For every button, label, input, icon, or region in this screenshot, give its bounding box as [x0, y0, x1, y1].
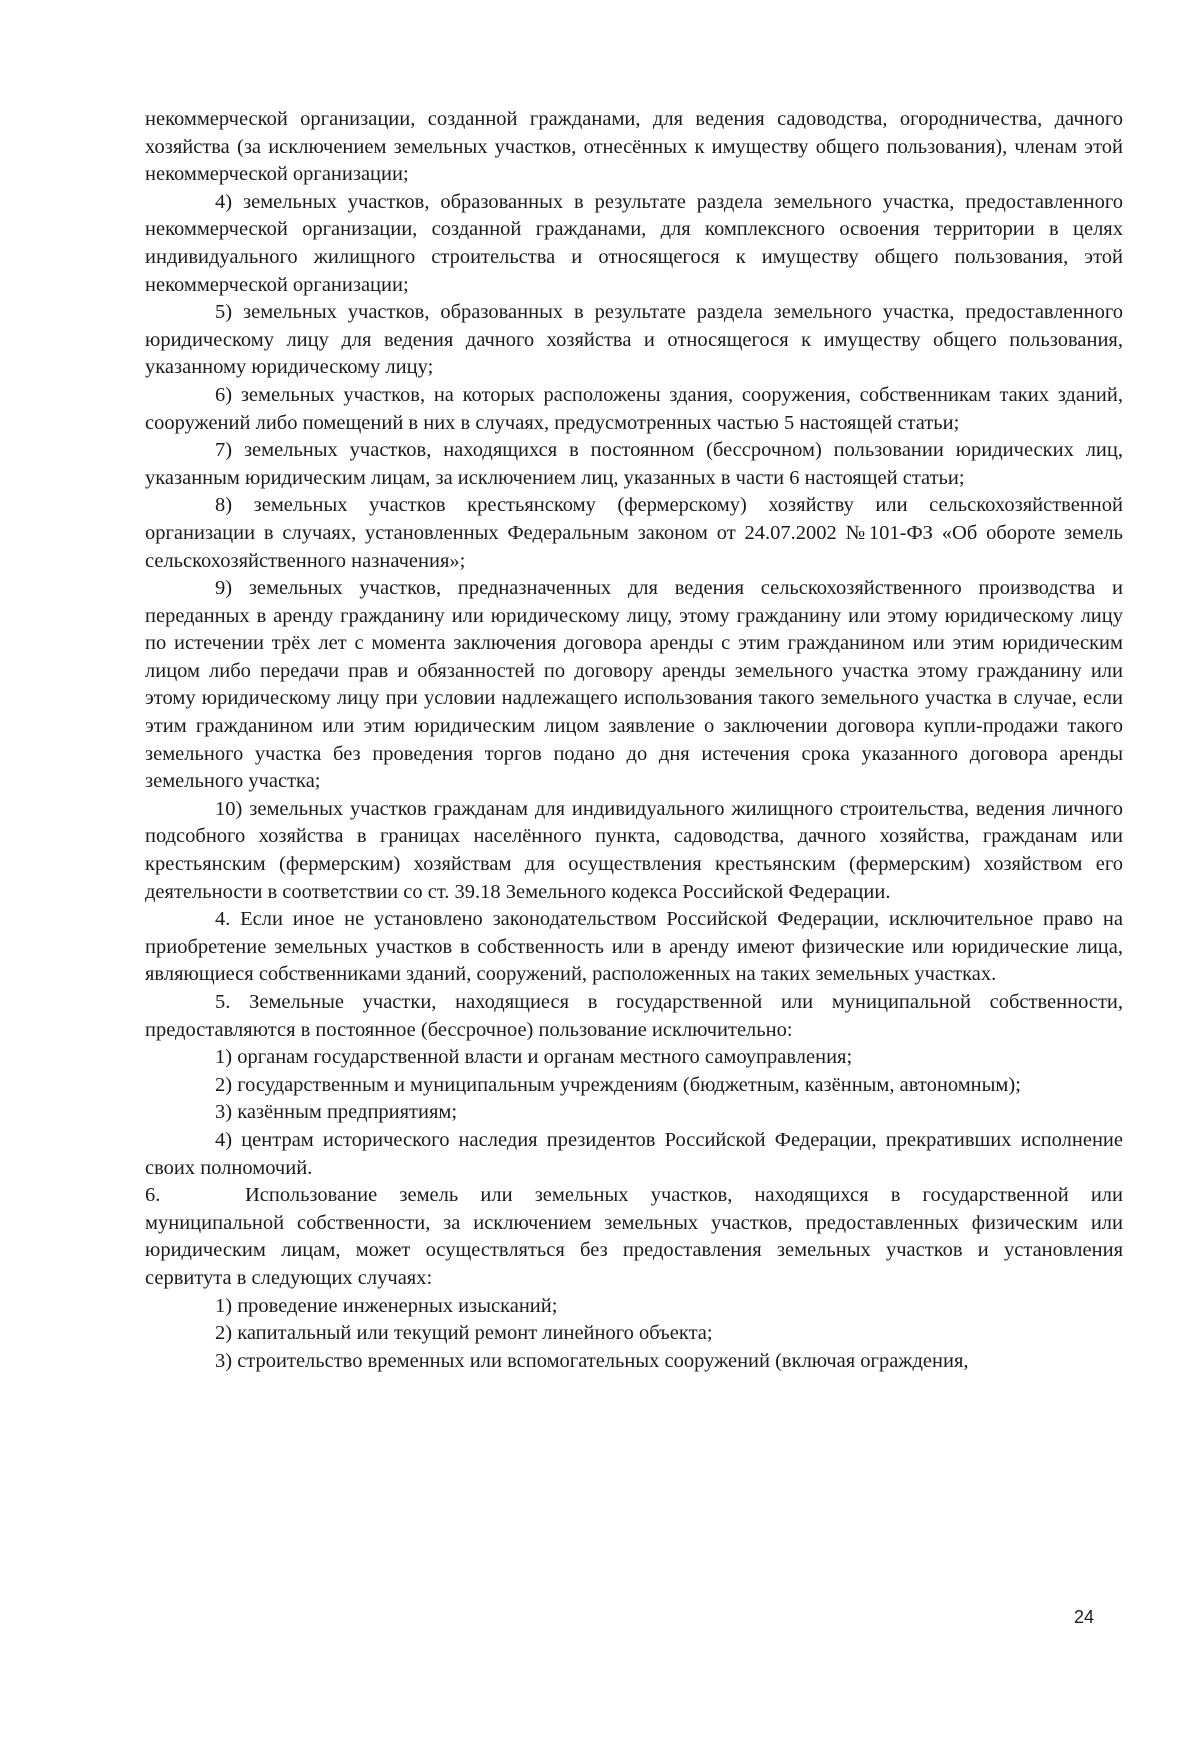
paragraph-section-6-item-1: 1) проведение инженерных изысканий; — [215, 1294, 558, 1317]
paragraph-section-6-item-3: 3) строительство временных или вспомогательных сооружений (включая ограждения, — [215, 1349, 969, 1372]
section-6-number: 6. — [145, 1184, 161, 1207]
document-page — [145, 106, 1123, 1375]
paragraph-item-8-farm: 8) земельных участков крестьянскому (фермерскому) хозяйству или сельскохозяйственной организации в случаях, установленных Федеральным законом от 24.07.2002 №101-ФЗ «Об обороте земель сельскохозяйственного назначения»; — [145, 494, 1123, 572]
paragraph-item-5-dacha-legal-entity: 5) земельных участков, образованных в результате раздела земельного участка, предоставленного юридическому лицу для ведения дачного хозяйства и относящегося к имуществу общего пользования, указанному юридическому лицу; — [145, 301, 1123, 379]
paragraph-item-9-agricultural-lease: 9) земельных участков, предназначенных для ведения сельскохозяйственного производства и переданных в аренду гражданину или юридическому лицу, этому гражданину или этому юридическому лицу по истечении трёх лет с момента заключения договора аренды с этим гражданином или этим юридическим лицом либо передачи прав и обязанностей по договору аренды земельного участка этому гражданину или этому юридическому лицу при условии надлежащего использования такого земельного участка в случае, если этим гражданином или этим юридическим лицом заявление о заключении договора купли-продажи такого земельного участка без проведения торгов подано до дня истечения срока указанного договора аренды земельного участка; — [145, 577, 1123, 793]
paragraph-item-7-permanent-use: 7) земельных участков, находящихся в постоянном (бессрочном) пользовании юридических лиц, указанным юридическим лицам, за исключением лиц, указанных в части 6 настоящей статьи; — [145, 439, 1123, 489]
paragraph-section-6 — [145, 1182, 1123, 1292]
paragraph-section-5-item-1: 1) органам государственной власти и органам местного самоуправления; — [215, 1046, 853, 1069]
paragraph-item-10-housing: 10) земельных участков гражданам для индивидуального жилищного строительства, ведения личного подсобного хозяйства в границах населённого пункта, садоводства, дачного хозяйства, гражданам или крестьянским (фермерским) хозяйствам для осуществления крестьянским (фермерским) хозяйством его деятельности в соответствии со ст. 39.18 Земельного кодекса Российской Федерации. — [145, 797, 1123, 903]
paragraph-section-5-permanent-use: 5. Земельные участки, находящиеся в государственной или муниципальной собственности, предоставляются в постоянное (бессрочное) пользование исключительно: — [145, 991, 1123, 1041]
paragraph-section-6-item-2: 2) капитальный или текущий ремонт линейного объекта; — [215, 1322, 713, 1345]
section-6-text: Использование земель или земельных участков, находящихся в государственной или муниципальной собственности, за исключением земельных участков, предоставленных физическим или юридическим лицам, может осуществляться без предоставления земельных участков и установления сервитута в следующих случаях: — [145, 1184, 1123, 1289]
paragraph-section-5-item-2: 2) государственным и муниципальным учреждениям (бюджетным, казённым, автономным); — [215, 1073, 1021, 1096]
paragraph-section-5-item-3: 3) казённым предприятиям; — [215, 1101, 458, 1124]
page-number: 24 — [1074, 1607, 1095, 1627]
paragraph-section-4-exclusive-right: 4. Если иное не установлено законодательством Российской Федерации, исключительное право на приобретение земельных участков в собственность или в аренду имеют физические или юридические лица, являющиеся собственниками зданий, сооружений, расположенных на таких земельных участках. — [145, 908, 1123, 986]
paragraph-item-6-buildings-owners: 6) земельных участков, на которых расположены здания, сооружения, собственникам таких зданий, сооружений либо помещений в них в случаях, предусмотренных частью 5 настоящей статьи; — [145, 383, 1123, 434]
paragraph-item-4-land-plots-split: 4) земельных участков, образованных в результате раздела земельного участка, предоставленного некоммерческой организации, созданной гражданами, для комплексного освоения территории в целях индивидуального жилищного строительства и относящегося к имуществу общего пользования, этой некоммерческой организации; — [145, 190, 1123, 296]
paragraph-continuation: некоммерческой организации, созданной гражданами, для ведения садоводства, огородничества, дачного хозяйства (за исключением земельных участков, отнесённых к имуществу общего пользования), членам этой некоммерческой организации; — [145, 108, 1123, 186]
paragraph-section-5-item-4: 4) центрам исторического наследия президентов Российской Федерации, прекративших исполнение своих полномочий. — [145, 1128, 1123, 1179]
